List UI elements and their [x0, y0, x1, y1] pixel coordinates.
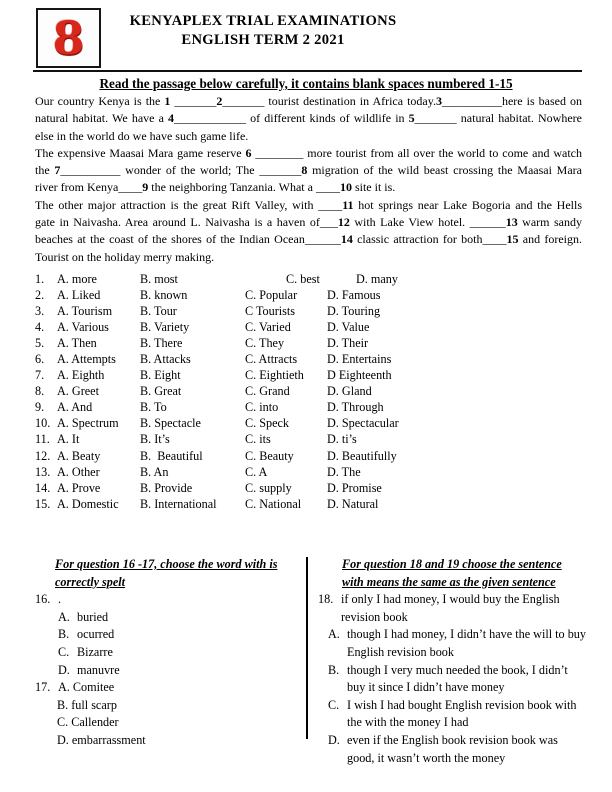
option-row: [35, 497, 580, 513]
option-letter: A.: [58, 609, 70, 624]
question-16-option: [58, 662, 287, 680]
question-17-option: D. embarrassment: [57, 732, 146, 747]
option-text: manuvre: [77, 662, 120, 677]
option-a: A. Domestic: [57, 496, 119, 511]
option-d: D. ti’s: [327, 432, 357, 447]
question-16: [35, 591, 287, 679]
option-row: [35, 449, 580, 465]
cloze-passage: [35, 93, 582, 266]
option-text: buried: [77, 609, 109, 624]
header-rule: [33, 70, 582, 72]
option-row: [35, 416, 580, 432]
question-17-option: B. full scarp: [57, 697, 117, 712]
sentence-section: [318, 556, 586, 767]
spelling-heading-line-text: For question 16 -17, choose the word with is: [55, 557, 278, 571]
option-a: A. Liked: [57, 288, 101, 303]
spelling-heading-line: [55, 556, 287, 574]
option-c: C. Popular: [245, 288, 298, 303]
question-number: 15.: [35, 496, 51, 511]
cloze-options-table: [35, 272, 580, 513]
option-c: C. Grand: [245, 384, 290, 399]
passage-line: Tourist on the holiday merry making.: [35, 249, 215, 264]
question-18-text: if only I had money, I would buy the English revision book: [341, 592, 563, 624]
option-row: [35, 336, 580, 352]
question-16-number: 16.: [35, 592, 51, 607]
option-b: B. known: [140, 288, 188, 303]
option-text: even if the English book revision book was good, it wasn’t worth the money: [347, 732, 558, 765]
option-c: C. supply: [245, 480, 292, 495]
option-d: D. Gland: [327, 384, 372, 399]
question-18-option: [328, 662, 586, 697]
option-c: C. They: [245, 336, 285, 351]
question-number: 5.: [35, 336, 45, 351]
option-b: B. Beautiful: [140, 448, 203, 463]
option-b: B. There: [140, 336, 183, 351]
option-row: [35, 304, 580, 320]
option-a: A. Beaty: [57, 448, 101, 463]
option-row: [35, 272, 580, 288]
question-number: 13.: [35, 464, 51, 479]
option-a: A. more: [57, 272, 97, 286]
option-letter: C.: [328, 697, 340, 712]
option-a: A. Then: [57, 336, 97, 351]
question-18-option: [328, 697, 586, 732]
option-a: A. Attempts: [57, 352, 116, 367]
option-row: [35, 352, 580, 368]
question-18-option: [328, 732, 586, 767]
question-number: 1.: [35, 272, 45, 286]
option-text: ocurred: [77, 627, 115, 642]
question-18: [318, 591, 586, 767]
option-a: A. Spectrum: [57, 416, 119, 431]
option-b: B. Attacks: [140, 352, 191, 367]
option-d: D. Spectacular: [327, 416, 399, 431]
option-c: C. its: [245, 432, 271, 447]
option-a: A. Greet: [57, 384, 99, 399]
passage-line: The expensive Maasai Mara game reserve 6 ________ more tourist from all over the world to come and watch: [35, 145, 582, 160]
option-row: [35, 384, 580, 400]
question-number: 8.: [35, 384, 45, 399]
option-d: D. Beautifully: [327, 448, 397, 463]
question-number: 3.: [35, 304, 45, 319]
option-row: [35, 320, 580, 336]
spelling-section: [35, 556, 287, 750]
option-row: [35, 432, 580, 448]
passage-line: else in the world do we have such game life.: [35, 128, 249, 143]
option-b: B. An: [140, 464, 169, 479]
instruction-banner: [0, 76, 612, 92]
option-b: B. Eight: [140, 368, 181, 383]
option-text: Bizarre: [77, 644, 113, 659]
option-b: B. To: [140, 400, 167, 415]
option-c: C. A: [245, 464, 268, 479]
option-letter: B.: [328, 662, 340, 677]
option-d: D. Famous: [327, 288, 381, 303]
question-18-stem: [318, 591, 586, 626]
sentence-heading-line: [342, 556, 586, 574]
option-letter: C.: [58, 644, 70, 659]
spelling-section-heading: [55, 556, 287, 591]
option-b: B. International: [140, 496, 217, 511]
option-d: D. Entertains: [327, 352, 392, 367]
option-c: C. Varied: [245, 320, 291, 335]
option-c: C Tourists: [245, 304, 296, 319]
option-d: D. Value: [327, 320, 370, 335]
option-d: D. Natural: [327, 496, 379, 511]
option-b: B. Spectacle: [140, 416, 201, 431]
question-number: 14.: [35, 480, 51, 495]
option-row: [35, 368, 580, 384]
logo-box: [36, 8, 101, 68]
question-number: 4.: [35, 320, 45, 335]
passage-line: natural habitat. We have a 4____________ of different kinds of wildlife in 5_______ natural habitat. Nowhere: [35, 111, 582, 126]
option-c: C. Eightieth: [245, 368, 304, 383]
option-b: B. Provide: [140, 480, 193, 495]
option-b: B. It’s: [140, 432, 170, 447]
option-a: A. Eighth: [57, 368, 105, 383]
spelling-heading-line: [55, 574, 287, 592]
exam-title-line2: ENGLISH TERM 2 2021: [181, 32, 345, 48]
logo-number-8: 8: [52, 11, 85, 65]
passage-line: the 7__________ wonder of the world; The _______8 migration of the wild beast crossing the Maasai Mara: [35, 163, 582, 178]
question-number: 2.: [35, 288, 45, 303]
question-16-option: [58, 609, 287, 627]
question-16-option: [58, 626, 287, 644]
sentence-heading-line-text: For question 18 and 19 choose the sentence: [342, 557, 562, 571]
option-c: C. Attracts: [245, 352, 298, 367]
option-c: C. into: [245, 400, 279, 415]
option-row: [35, 481, 580, 497]
option-row: [35, 465, 580, 481]
question-18-number: 18.: [318, 592, 334, 607]
sentence-section-heading: [342, 556, 586, 591]
option-a: A. Other: [57, 464, 100, 479]
exam-title-line1: KENYAPLEX TRIAL EXAMINATIONS: [129, 13, 397, 29]
question-number: 10.: [35, 416, 51, 431]
spelling-heading-line-text: correctly spelt: [55, 574, 126, 589]
option-letter: B.: [58, 627, 70, 642]
column-divider: [306, 557, 308, 739]
question-16-text: .: [58, 592, 62, 607]
option-letter: D.: [58, 662, 70, 677]
option-c: C. Beauty: [245, 448, 294, 463]
passage-line: river from Kenya____9 the neighboring Tanzania. What a ____10 site it is.: [35, 180, 396, 195]
option-text: though I very much needed the book, I didn’t buy it since I didn’t have money: [347, 662, 568, 695]
passage-line: gate in Naivasha. Area around L. Naivasha is a haven of___12 with Lake View hotel. ______13 warm sandy: [35, 215, 582, 230]
option-d: D. many: [356, 272, 398, 286]
sentence-heading-line: [342, 574, 586, 592]
option-row: [35, 288, 580, 304]
option-d: D Eighteenth: [327, 368, 392, 383]
question-number: 12.: [35, 448, 51, 463]
question-17-option: C. Callender: [57, 715, 119, 730]
question-17-option-a: A. Comitee: [58, 680, 115, 695]
option-d: D. Through: [327, 400, 384, 415]
option-a: A. It: [57, 432, 80, 447]
option-d: D. Touring: [327, 304, 381, 319]
question-18-option: [328, 626, 586, 661]
option-b: B. Great: [140, 384, 182, 399]
option-b: B. Variety: [140, 320, 190, 335]
option-text: I wish I had bought English revision book with the with the money I had: [347, 697, 577, 730]
option-a: A. Prove: [57, 480, 101, 495]
option-d: D. Promise: [327, 480, 382, 495]
passage-line: The other major attraction is the great Rift Valley, with ____11 hot springs near Lake Bogoria and the Hells: [35, 197, 583, 212]
option-a: A. And: [57, 400, 93, 415]
question-number: 7.: [35, 368, 45, 383]
passage-line: beaches at the coast of the shores of the Indian Ocean______14 classic attraction for both____15 and foreign.: [35, 232, 582, 247]
question-17-number: 17.: [35, 680, 51, 695]
passage-line: Our country Kenya is the 1 _______2_______ tourist destination in Africa today.3__________here is based on: [35, 94, 582, 108]
option-d: D. The: [327, 464, 361, 479]
option-a: A. Tourism: [57, 304, 113, 319]
question-17: [35, 679, 287, 749]
option-c: C. Speck: [245, 416, 290, 431]
option-letter: A.: [328, 627, 340, 642]
question-number: 6.: [35, 352, 45, 367]
option-b: B. most: [140, 272, 178, 286]
exam-title: [100, 12, 426, 50]
question-16-option: [58, 644, 287, 662]
option-b: B. Tour: [140, 304, 177, 319]
option-row: [35, 400, 580, 416]
sentence-heading-line-text: with means the same as the given sentence: [342, 574, 556, 589]
question-number: 9.: [35, 400, 45, 415]
question-16-stem: [35, 591, 287, 609]
option-letter: D.: [328, 732, 340, 747]
option-c: C. National: [245, 496, 302, 511]
option-d: D. Their: [327, 336, 369, 351]
option-text: though I had money, I didn’t have the will to buy English revision book: [347, 627, 586, 659]
option-a: A. Various: [57, 320, 109, 335]
question-17-stem: [35, 679, 287, 697]
instruction-text: Read the passage below carefully, it contains blank spaces numbered 1-15: [99, 76, 513, 91]
option-c: C. best: [286, 272, 320, 286]
question-number: 11.: [35, 432, 50, 447]
